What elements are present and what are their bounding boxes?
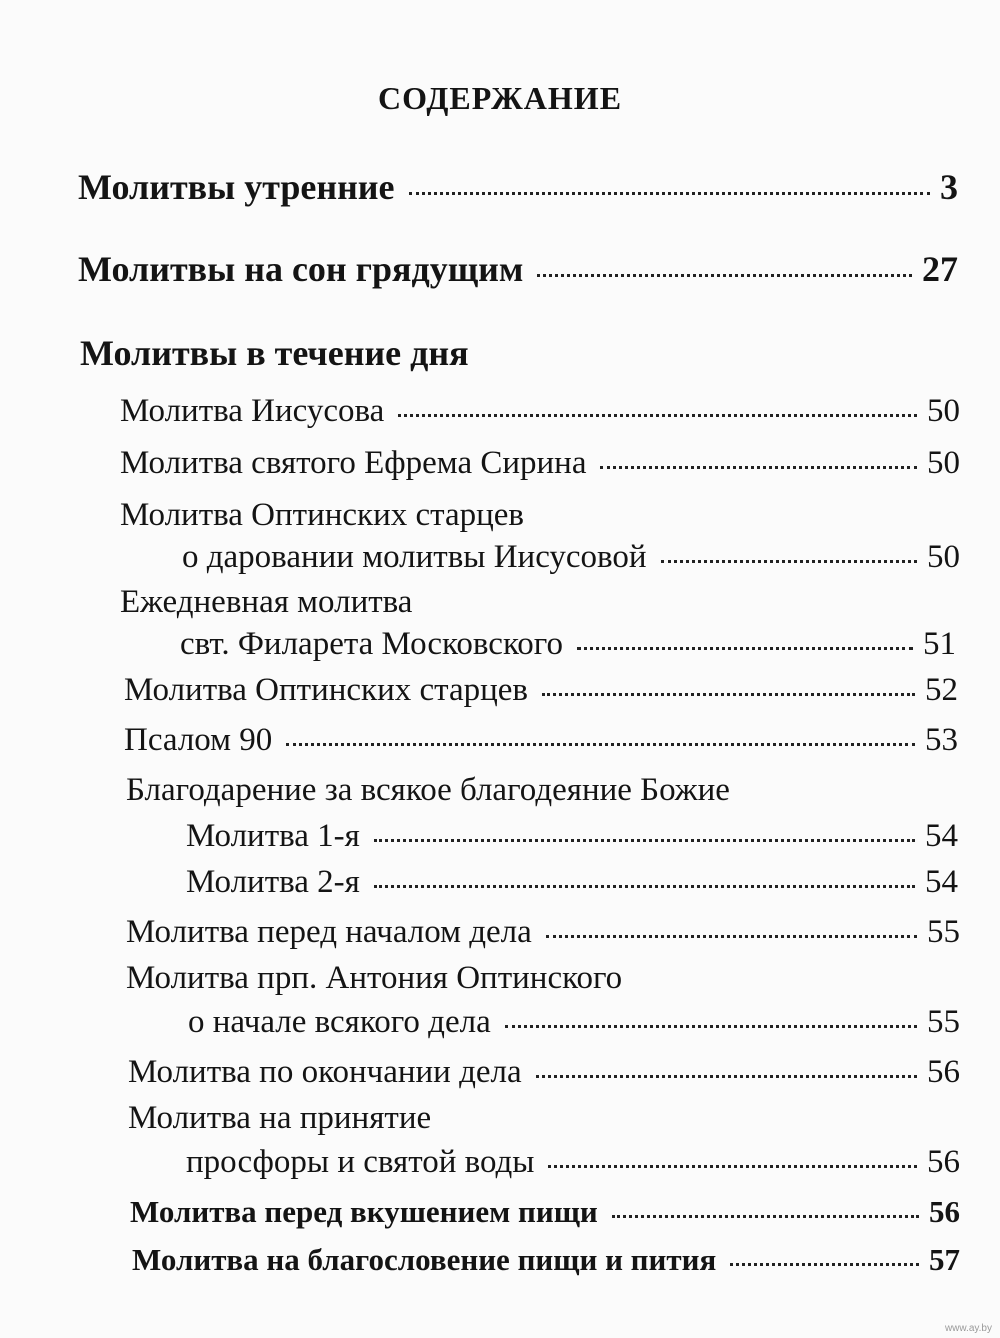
page-number: 54 <box>925 864 958 900</box>
toc-entry-row <box>186 1144 960 1181</box>
page-number: 55 <box>927 914 960 950</box>
toc-section-row <box>78 166 958 208</box>
page-number: 57 <box>929 1242 960 1277</box>
entry-label: Молитва 2-я <box>186 864 360 900</box>
entry-label: Молитва 1-я <box>186 818 360 854</box>
page-number: 56 <box>927 1054 960 1090</box>
page-number: 50 <box>927 445 960 481</box>
page-number: 50 <box>927 539 960 575</box>
entry-label: свт. Филарета Московского <box>180 626 564 662</box>
entry-label: Молитва Иисусова <box>120 393 385 429</box>
leader-dots <box>661 560 917 563</box>
entry-label: просфоры и святой воды <box>186 1144 535 1180</box>
entry-first-line: Молитва прп. Антония Оптинского <box>126 960 623 996</box>
leader-dots <box>577 647 913 650</box>
leader-dots <box>612 1215 919 1218</box>
entry-label: о даровании молитвы Иисусовой <box>182 539 647 575</box>
entry-first-line: Ежедневная молитва <box>120 584 413 620</box>
toc-entry-row <box>120 445 960 482</box>
leader-dots <box>536 1075 917 1078</box>
toc-entry-row <box>186 818 958 855</box>
entry-label: Молитва на благословение пищи и пития <box>132 1242 717 1277</box>
leader-dots <box>374 885 915 888</box>
entry-label: Молитва перед началом дела <box>126 914 532 950</box>
page-number: 55 <box>927 1004 960 1040</box>
toc-entry-row <box>132 1242 960 1278</box>
leader-dots <box>409 192 930 195</box>
section-heading: Молитвы в течение дня <box>80 333 469 373</box>
leader-dots <box>537 274 912 277</box>
toc-entry-row <box>188 1004 960 1041</box>
leader-dots <box>600 466 917 469</box>
leader-dots <box>546 935 917 938</box>
toc-section-row <box>78 248 958 290</box>
leader-dots <box>505 1025 917 1028</box>
toc-entry-row <box>182 539 960 576</box>
entry-label: Молитва по окончании дела <box>128 1054 522 1090</box>
entry-label: Молитва Оптинских старцев <box>124 672 529 708</box>
page-number: 56 <box>929 1194 960 1229</box>
toc-entry-row <box>124 722 958 759</box>
toc-entry-row <box>120 393 960 430</box>
toc-entry-row <box>180 626 956 663</box>
watermark: www.ay.by <box>944 1323 992 1334</box>
toc-entry-row <box>126 914 960 951</box>
section-label: Молитвы утренние <box>78 167 395 207</box>
leader-dots <box>730 1263 919 1266</box>
page-title: СОДЕРЖАНИЕ <box>377 80 623 116</box>
entry-first-line: Молитва на принятие <box>128 1100 432 1136</box>
page-number: 27 <box>922 249 958 289</box>
page-number: 52 <box>925 672 958 708</box>
toc-entry-row <box>124 672 958 709</box>
toc-entry-row <box>130 1194 960 1230</box>
page-number: 54 <box>925 818 958 854</box>
page-number: 3 <box>940 167 958 207</box>
page-number: 56 <box>927 1144 960 1180</box>
entry-group-heading: Благодарение за всякое благодеяние Божие <box>126 772 730 808</box>
leader-dots <box>398 414 917 417</box>
entry-label: Молитва святого Ефрема Сирина <box>120 445 587 481</box>
entry-label: Псалом 90 <box>124 722 273 758</box>
leader-dots <box>286 743 915 746</box>
page-number: 51 <box>923 626 956 662</box>
toc-entry-row <box>128 1054 960 1091</box>
section-label: Молитвы на сон грядущим <box>78 249 524 289</box>
entry-label: о начале всякого дела <box>188 1004 491 1040</box>
entry-first-line: Молитва Оптинских старцев <box>120 497 525 533</box>
entry-label: Молитва перед вкушением пищи <box>130 1194 598 1229</box>
leader-dots <box>374 839 915 842</box>
leader-dots <box>542 693 915 696</box>
toc-entry-row <box>186 864 958 901</box>
page-number: 50 <box>927 393 960 429</box>
leader-dots <box>548 1165 917 1168</box>
page-number: 53 <box>925 722 958 758</box>
